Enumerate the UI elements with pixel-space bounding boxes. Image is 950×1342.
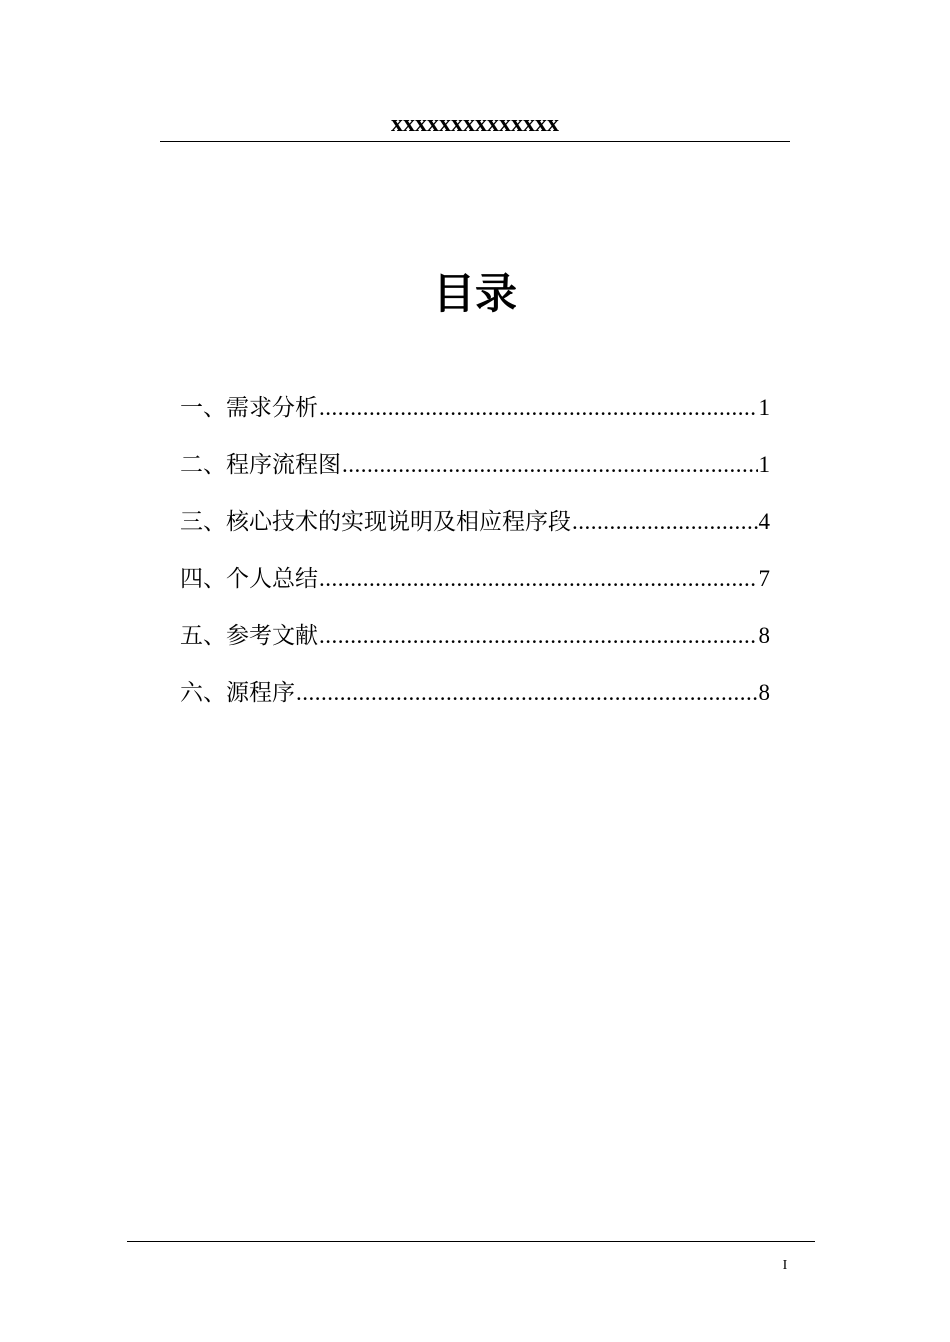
toc-entry-requirements[interactable] [180, 390, 770, 447]
toc-entry-page: 4 [758, 509, 770, 534]
header-title: xxxxxxxxxxxxxx [391, 111, 559, 137]
toc-entry-references[interactable] [180, 618, 770, 675]
toc-dot-leader [296, 675, 758, 711]
toc-entry-label: 五、参考文献 [180, 623, 318, 649]
toc-entry-label: 三、核心技术的实现说明及相应程序段 [180, 509, 571, 535]
toc-entry-flowchart[interactable] [180, 447, 770, 504]
toc-dot-leader [572, 504, 758, 540]
toc-heading: 目录 [432, 269, 517, 318]
footer-divider [127, 1241, 815, 1242]
toc-dot-leader [319, 390, 758, 426]
header-divider [160, 141, 790, 142]
toc-entry-summary[interactable] [180, 561, 770, 618]
toc-entry-core-tech[interactable] [180, 504, 770, 561]
page-number: I [782, 1258, 788, 1273]
toc-entry-page: 1 [758, 452, 770, 477]
toc-entry-page: 8 [758, 623, 770, 648]
toc-entry-source-code[interactable] [180, 675, 770, 732]
toc-entry-label: 六、源程序 [180, 680, 295, 706]
toc-entry-page: 7 [758, 566, 770, 591]
toc-entry-page: 1 [758, 395, 770, 420]
toc-list [180, 390, 770, 732]
toc-entry-label: 一、需求分析 [180, 395, 318, 421]
toc-entry-label: 四、个人总结 [180, 566, 318, 592]
toc-dot-leader [319, 618, 758, 654]
toc-entry-page: 8 [758, 680, 770, 705]
toc-dot-leader [342, 447, 758, 483]
toc-dot-leader [319, 561, 758, 597]
toc-entry-label: 二、程序流程图 [180, 452, 341, 478]
